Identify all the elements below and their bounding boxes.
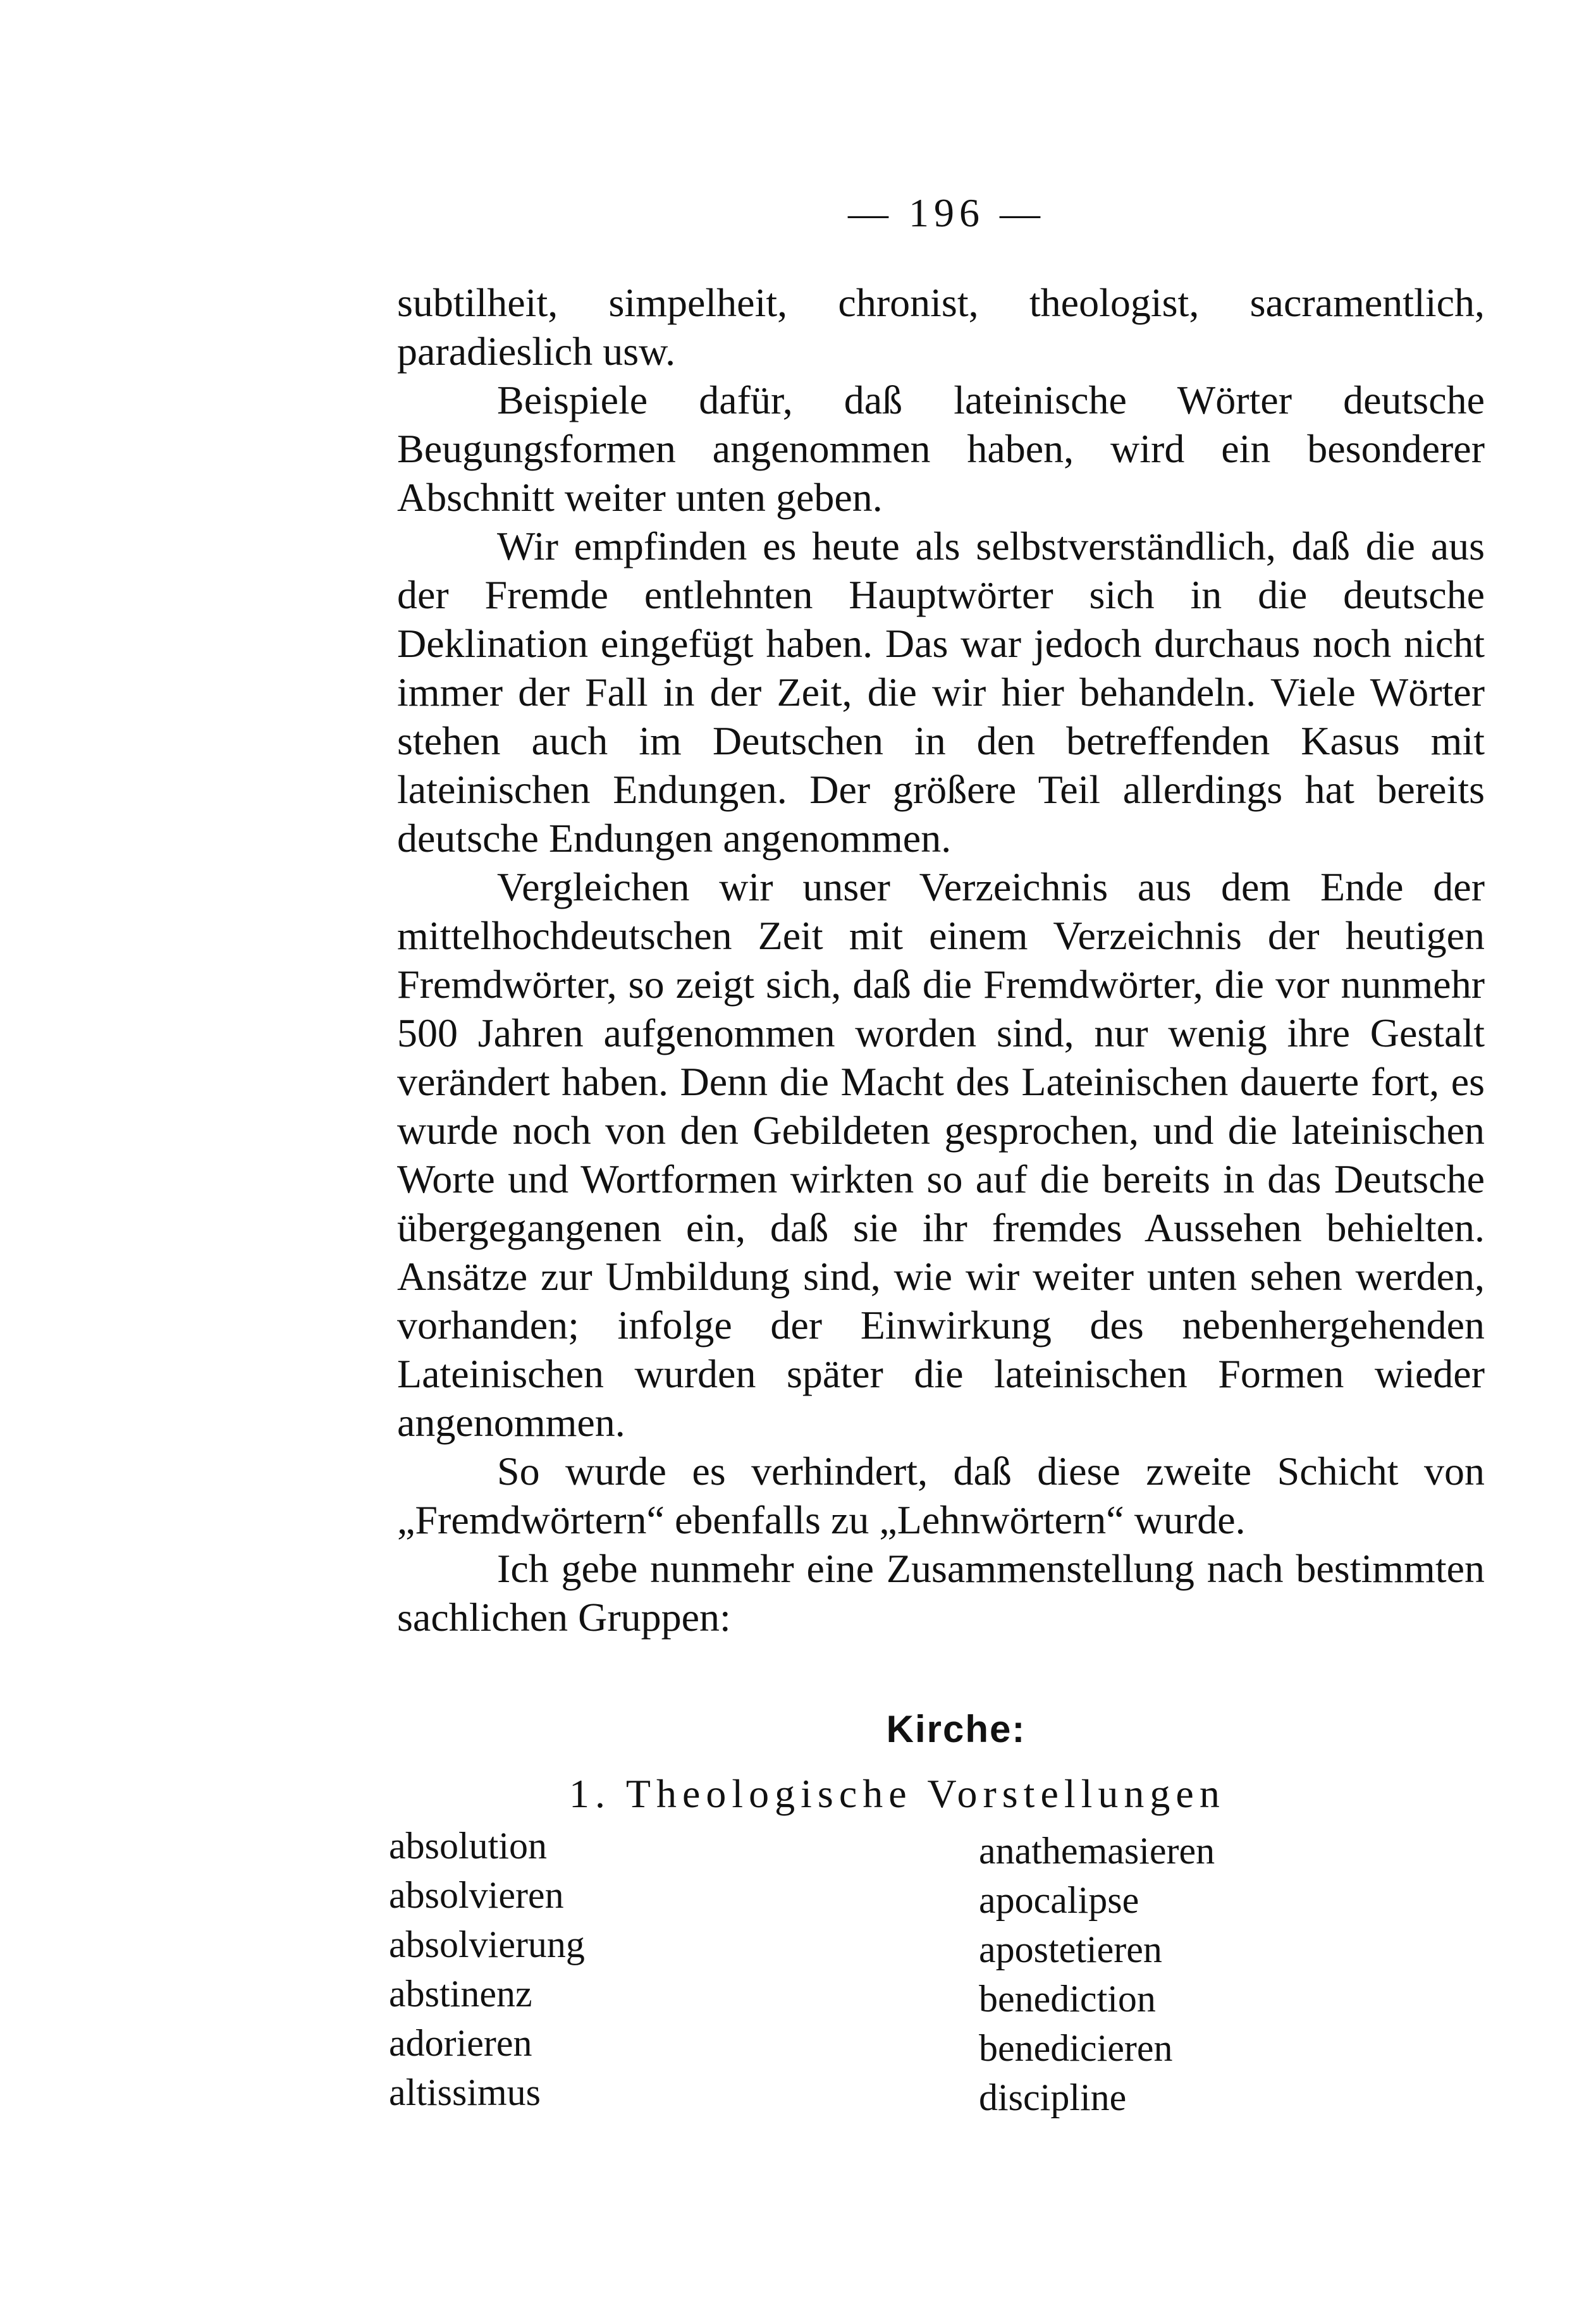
list-item: benediction (979, 1978, 1156, 2020)
paragraph: Vergleichen wir unser Verzeichnis aus dem Ende der mittelhochdeutschen Zeit mit einem Verzeichnis der heutigen Fremdwörter, so zeigt sich, daß die Fremdwörter, die vor nunmehr 500 Jahren aufgenommen worden sind, nur wenig ihre Gestalt verändert haben. Denn die Macht des Lateinischen dauerte fort, es wurde noch von den Gebildeten gesprochen, und die lateinischen Worte und Wortformen wirkten so auf die bereits in das Deutsche übergegangenen ein, daß sie ihr fremdes Aussehen behielten. Ansätze zur Umbildung sind, wie wir weiter unten sehen werden, vorhanden; infolge der Einwirkung des nebenhergehenden Lateinischen wurden später die lateinischen Formen wieder angenommen. (397, 864, 1485, 1445)
body-text (397, 278, 1485, 1642)
list-item: apocalipse (979, 1879, 1139, 1921)
subsection-heading: 1. Theologische Vorstellungen (569, 1771, 1225, 1816)
page-number: — 196 — (848, 190, 1045, 235)
section-heading: Kirche: (886, 1708, 1026, 1750)
paragraph: Ich gebe nunmehr eine Zusammenstellung nach bestimmten sachlichen Gruppen: (397, 1546, 1485, 1640)
list-item: absolvierung (389, 1924, 585, 1965)
paragraph: Beispiele dafür, daß lateinische Wörter deutsche Beugungsformen angenommen haben, wird ein besonderer Abschnitt weiter unten geben. (397, 377, 1485, 520)
list-item: adorieren (389, 2022, 532, 2064)
list-item: anathemasieren (979, 1830, 1215, 1872)
list-item: abstinenz (389, 1973, 532, 2015)
word-list-left (389, 1821, 585, 2117)
word-list-right (979, 1826, 1215, 2122)
list-item: apostetieren (979, 1929, 1162, 1970)
paragraph: Wir empfinden es heute als selbstverständlich, daß die aus der Fremde entlehnten Hauptwörter sich in die deutsche Deklination eingefügt haben. Das war jedoch durchaus noch nicht immer der Fall in der Zeit, die wir hier behandeln. Viele Wörter stehen auch im Deutschen in den betreffenden Kasus mit lateinischen Endungen. Der größere Teil allerdings hat bereits deutsche Endungen angenommen. (397, 524, 1485, 861)
list-item: benedicieren (979, 2027, 1173, 2069)
list-item: absolution (389, 1825, 547, 1867)
paragraph: subtilheit, simpelheit, chronist, theologist, sacramentlich, paradieslich usw. (397, 280, 1485, 374)
list-item: absolvieren (389, 1874, 564, 1916)
paragraph: So wurde es verhindert, daß diese zweite Schicht von „Fremdwörtern“ ebenfalls zu „Lehnwörtern“ wurde. (397, 1449, 1485, 1542)
list-item: discipline (979, 2077, 1127, 2118)
list-item: altissimus (389, 2071, 541, 2113)
